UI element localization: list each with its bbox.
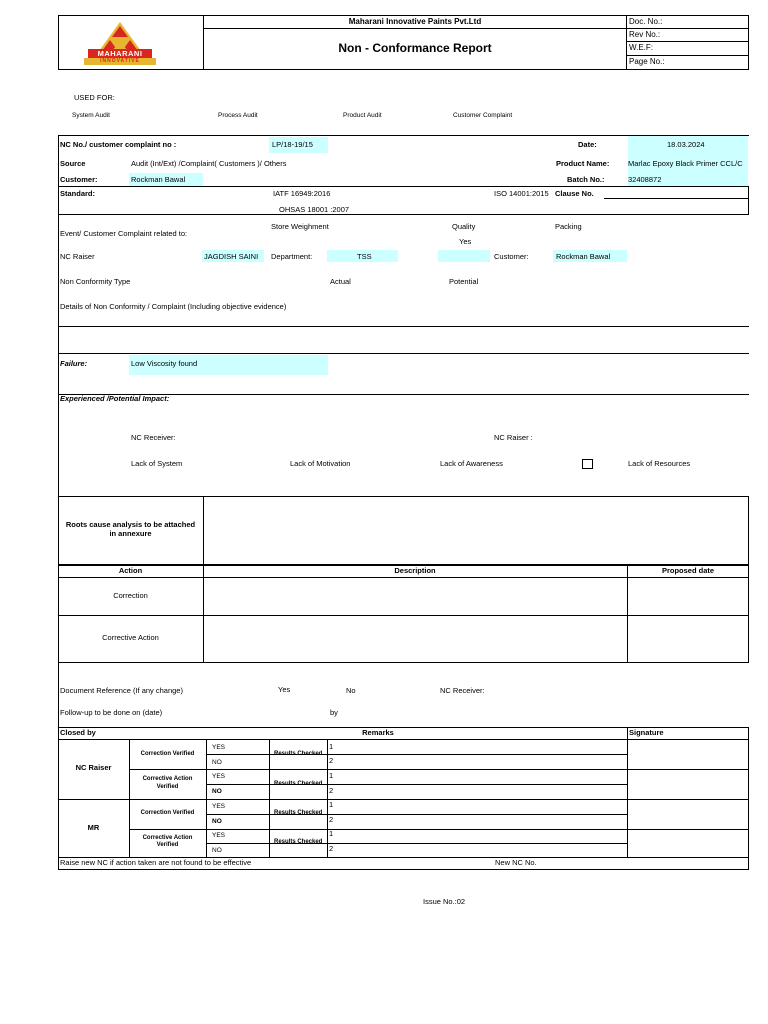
event-customer-label: Customer: bbox=[494, 252, 529, 261]
company-name: Maharani Innovative Paints Pvt.Ltd bbox=[348, 17, 482, 26]
clause-underline bbox=[604, 198, 748, 199]
doc-no-label: Doc. No.: bbox=[629, 17, 663, 26]
logo-text-sub: INNOVATIVE bbox=[100, 58, 140, 64]
results-checked-4: Results Checked bbox=[274, 839, 323, 845]
department-value[interactable]: TSS bbox=[357, 252, 372, 261]
raise-new-nc-note: Raise new NC if action taken are not found to be effective bbox=[60, 858, 252, 867]
batch-no-value[interactable]: 32408872 bbox=[628, 175, 662, 184]
no-1[interactable]: NO bbox=[212, 759, 222, 766]
nc-raiser-label: NC Raiser bbox=[60, 252, 95, 261]
impact-nc-raiser: NC Raiser : bbox=[494, 433, 533, 442]
yes-1[interactable]: YES bbox=[212, 744, 226, 751]
yes-4[interactable]: YES bbox=[212, 832, 226, 839]
meta-row-line bbox=[626, 28, 749, 29]
used-for-system-audit: System Audit bbox=[72, 112, 110, 119]
docref-left-border bbox=[58, 663, 59, 727]
quality-option: Quality bbox=[452, 222, 476, 231]
result-2-2: 2 bbox=[329, 786, 334, 795]
lack-of-awareness: Lack of Awareness bbox=[440, 459, 503, 468]
page-title: Non - Conformance Report bbox=[338, 41, 492, 55]
closure-yesno-line bbox=[206, 814, 627, 815]
correction-verified-1: Correction Verified bbox=[140, 751, 195, 757]
nc-raiser-value[interactable]: JAGDISH SAINI bbox=[204, 252, 259, 261]
company-logo bbox=[72, 20, 168, 66]
header-divider-company bbox=[203, 28, 627, 29]
nc-no-label: NC No./ customer complaint no : bbox=[60, 140, 177, 149]
correction-row-label: Correction bbox=[113, 591, 148, 600]
yes-3[interactable]: YES bbox=[212, 803, 226, 810]
closure-col-line bbox=[627, 727, 628, 857]
closure-group-line bbox=[58, 799, 749, 800]
clause-no-label: Clause No. bbox=[555, 189, 594, 198]
lack-of-resources: Lack of Resources bbox=[628, 459, 691, 468]
used-for-customer-complaint: Customer Complaint bbox=[453, 112, 513, 119]
nc-no-value[interactable]: LP/18-19/15 bbox=[272, 140, 313, 149]
lack-of-system: Lack of System bbox=[131, 459, 183, 468]
result-1-2: 2 bbox=[329, 756, 334, 765]
iatf-standard: IATF 16949:2016 bbox=[273, 189, 331, 198]
closure-header-line bbox=[58, 739, 749, 740]
remarks-header: Remarks bbox=[362, 728, 394, 737]
body-left-border bbox=[58, 135, 59, 496]
results-checked-2: Results Checked bbox=[274, 781, 323, 787]
product-name-label: Product Name: bbox=[556, 159, 610, 168]
details-line bbox=[58, 326, 749, 327]
batch-no-label: Batch No.: bbox=[567, 175, 605, 184]
failure-top-line bbox=[58, 353, 749, 354]
followup-label: Follow-up to be done on (date) bbox=[60, 708, 163, 717]
event-label: Event/ Customer Complaint related to: bbox=[60, 229, 188, 238]
action-col-line bbox=[203, 565, 204, 663]
iso-standard: ISO 14001:2015 bbox=[494, 189, 549, 198]
yes-2[interactable]: YES bbox=[212, 773, 226, 780]
closure-subrow-line bbox=[129, 829, 749, 830]
closure-yesno-line bbox=[206, 784, 627, 785]
no-2[interactable]: NO bbox=[212, 788, 222, 795]
closure-yesno-line bbox=[206, 754, 627, 755]
no-3[interactable]: NO bbox=[212, 818, 222, 825]
quality-yes: Yes bbox=[459, 237, 472, 246]
closure-col-line bbox=[206, 739, 207, 857]
product-name-value[interactable]: Marlac Epoxy Black Primer CCL/C bbox=[628, 159, 743, 168]
result-1-1: 1 bbox=[329, 742, 334, 751]
closed-by-header: Closed by bbox=[60, 728, 96, 737]
root-cause-line1: Roots cause analysis to be attached bbox=[65, 520, 196, 529]
no-4[interactable]: NO bbox=[212, 847, 222, 854]
doc-ref-nc-receiver: NC Receiver: bbox=[440, 686, 485, 695]
root-cause-line2: in annexure bbox=[109, 529, 152, 538]
result-4-1: 1 bbox=[329, 829, 334, 838]
action-header: Action bbox=[118, 566, 143, 575]
standard-label: Standard: bbox=[60, 189, 96, 198]
date-value[interactable]: 18.03.2024 bbox=[667, 140, 705, 149]
followup-by: by bbox=[330, 708, 338, 717]
failure-label: Failure: bbox=[60, 359, 88, 368]
corrective-verified-2b: Verified bbox=[156, 842, 179, 848]
lack-of-motivation: Lack of Motivation bbox=[290, 459, 351, 468]
page-no-label: Page No.: bbox=[629, 57, 665, 66]
used-for-label: USED FOR: bbox=[74, 93, 115, 102]
results-checked-1: Results Checked bbox=[274, 751, 323, 757]
customer-label: Customer: bbox=[60, 175, 98, 184]
corrective-verified-1b: Verified bbox=[156, 784, 179, 790]
result-3-2: 2 bbox=[329, 815, 334, 824]
action-col-line bbox=[627, 565, 628, 663]
source-value: Audit (Int/Ext) /Complaint( Customers )/ Others bbox=[131, 159, 287, 168]
result-4-2: 2 bbox=[329, 844, 334, 853]
results-checked-3: Results Checked bbox=[274, 810, 323, 816]
signature-header: Signature bbox=[629, 728, 664, 737]
issue-number: Issue No.:02 bbox=[423, 897, 466, 906]
lack-of-awareness-checkbox[interactable] bbox=[582, 459, 593, 469]
closure-yesno-line bbox=[206, 843, 627, 844]
corrective-verified-1a: Corrective Action bbox=[142, 776, 193, 782]
result-3-1: 1 bbox=[329, 800, 334, 809]
store-weighment: Store Weighment bbox=[271, 222, 329, 231]
nc-type-actual: Actual bbox=[330, 277, 351, 286]
nc-type-potential: Potential bbox=[449, 277, 479, 286]
doc-ref-yes: Yes bbox=[278, 685, 291, 694]
proposed-date-header: Proposed date bbox=[661, 566, 715, 575]
date-label: Date: bbox=[578, 140, 597, 149]
action-header-line bbox=[58, 577, 749, 578]
standard-right-line bbox=[748, 186, 749, 214]
meta-row-line bbox=[626, 41, 749, 42]
event-customer-value[interactable]: Rockman Bawal bbox=[556, 252, 611, 261]
customer-value[interactable]: Rockman Bawal bbox=[131, 175, 186, 184]
description-header: Description bbox=[394, 566, 436, 575]
department-label: Department: bbox=[271, 252, 313, 261]
standard-top-line bbox=[58, 186, 749, 187]
closure-subrow-line bbox=[129, 769, 749, 770]
action-table bbox=[58, 565, 749, 663]
details-label: Details of Non Conformity / Complaint (Including objective evidence) bbox=[60, 302, 287, 311]
action-row-line bbox=[58, 615, 749, 616]
rev-no-label: Rev No.: bbox=[629, 30, 661, 39]
packing-option: Packing bbox=[555, 222, 582, 231]
doc-ref-no: No bbox=[346, 686, 356, 695]
new-nc-no-label: New NC No. bbox=[495, 858, 537, 867]
ohsas-standard: OHSAS 18001 :2007 bbox=[279, 205, 350, 214]
standard-bottom-line bbox=[58, 214, 749, 215]
closure-col-line bbox=[269, 739, 270, 857]
corrective-action-row-label: Corrective Action bbox=[102, 633, 159, 642]
doc-ref-label: Document Reference (If any change) bbox=[60, 686, 183, 695]
closure-col-line bbox=[327, 739, 328, 857]
corrective-verified-2a: Corrective Action bbox=[142, 835, 193, 841]
correction-verified-2: Correction Verified bbox=[140, 810, 195, 816]
closure-nc-raiser: NC Raiser bbox=[75, 763, 112, 772]
used-for-product-audit: Product Audit bbox=[343, 112, 382, 119]
impact-nc-receiver: NC Receiver: bbox=[131, 433, 176, 442]
result-2-1: 1 bbox=[329, 771, 334, 780]
blank-highlight bbox=[438, 250, 490, 262]
source-label: Source bbox=[60, 159, 86, 168]
failure-value[interactable]: Low Viscosity found bbox=[131, 359, 198, 368]
closure-mr: MR bbox=[87, 823, 100, 832]
wef-label: W.E.F: bbox=[629, 43, 653, 52]
meta-row-line bbox=[626, 55, 749, 56]
impact-label: Experienced /Potential Impact: bbox=[60, 394, 170, 403]
nc-type-label: Non Conformity Type bbox=[60, 277, 131, 286]
root-cause-divider bbox=[203, 496, 204, 565]
used-for-process-audit: Process Audit bbox=[218, 112, 258, 119]
logo-text-main: MAHARANI bbox=[97, 49, 143, 58]
